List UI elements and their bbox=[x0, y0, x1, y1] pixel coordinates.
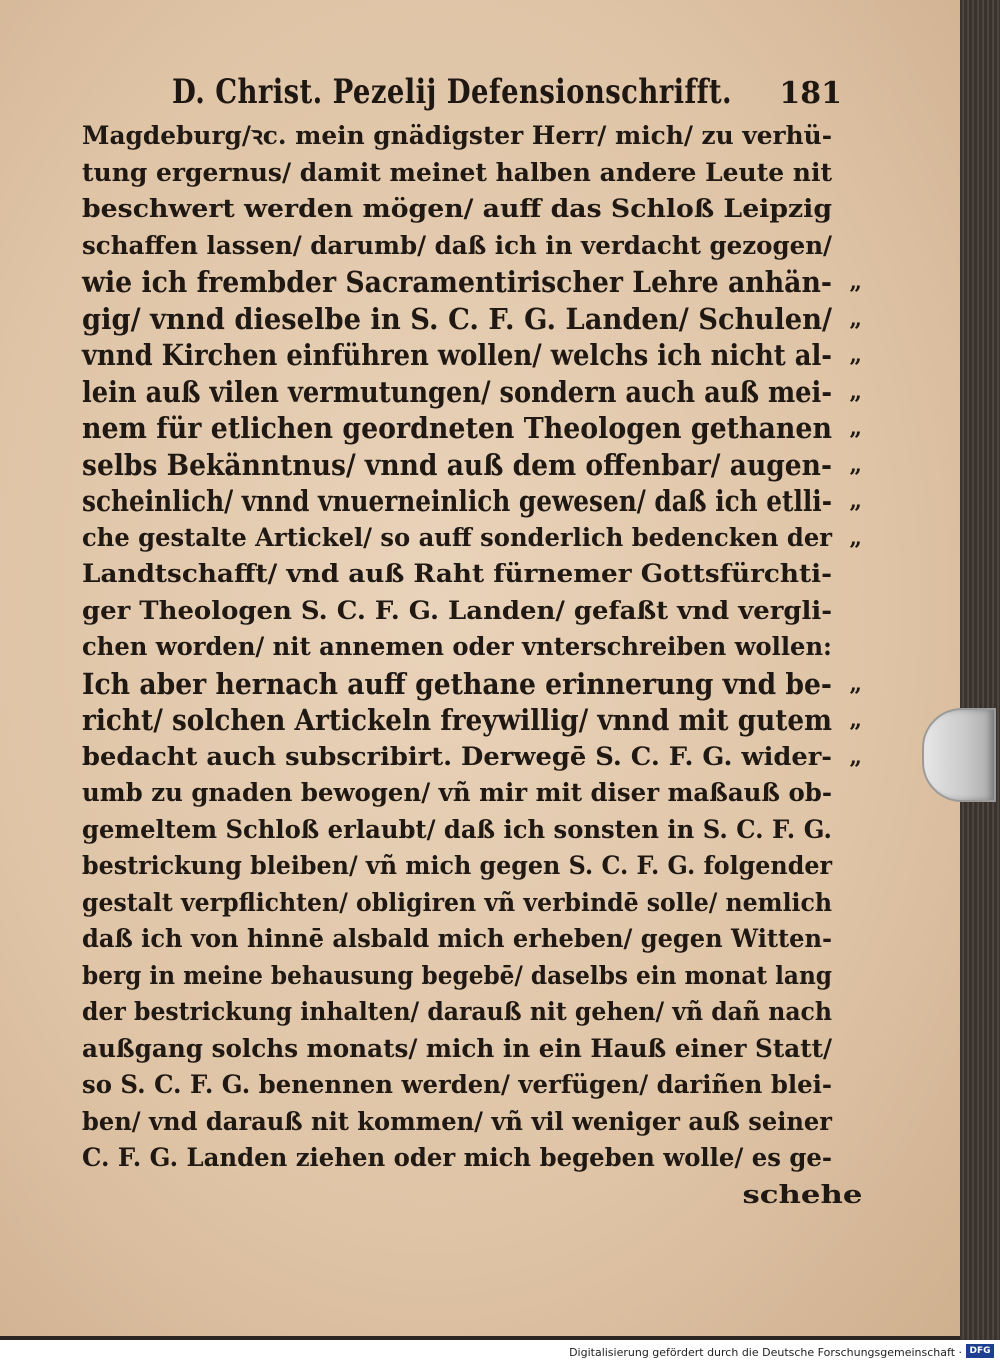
text-line: wie ich frembder Sacramentirischer Lehre anhän- „ bbox=[82, 265, 862, 299]
text-line: gig/ vnnd dieselbe in S. C. F. G. Landen/ Schulen/ „ bbox=[82, 301, 862, 336]
text-line: Magdeburg/ꝛc. mein gnädigster Herr/ mich/ zu verhü- bbox=[82, 121, 832, 150]
text-line: bedacht auch subscribirt. Derwegē S. C. F. G. wider- „ bbox=[82, 741, 862, 771]
text-line: chen worden/ nit annemen oder vnterschreiben wollen: bbox=[82, 632, 832, 661]
text-line: C. F. G. Landen ziehen oder mich begeben wolle/ es ge- bbox=[82, 1143, 832, 1172]
text-line: vnnd Kirchen einführen wollen/ welchs ich nicht al- „ bbox=[82, 338, 862, 372]
text-line: scheinlich/ vnnd vnuerneinlich gewesen/ daß ich etlli- „ bbox=[82, 484, 862, 518]
page-clip bbox=[922, 708, 996, 802]
text-line: nem für etlichen geordneten Theologen gethanen „ bbox=[82, 411, 862, 445]
running-head: D. Christ. Pezelij Defensionschrifft. bbox=[172, 72, 732, 112]
text-line: Landtschafft/ vnd auß Raht fürnemer Gottsfürchti- bbox=[82, 559, 832, 588]
catchword: schehe bbox=[742, 1179, 862, 1209]
text-line: beschwert werden mögen/ auff das Schloß Leipzig bbox=[82, 194, 832, 223]
text-line: tung ergernus/ damit meinet halben andere Leute nit bbox=[82, 157, 832, 187]
body-text bbox=[82, 118, 862, 1213]
text-line: gemeltem Schloß erlaubt/ daß ich sonsten in S. C. F. G. bbox=[82, 814, 832, 844]
dfg-logo-icon: DFG bbox=[966, 1344, 994, 1358]
text-line: berg in meine behausung begebē/ daselbs ein monat lang bbox=[82, 960, 832, 990]
text-line: außgang solchs monats/ mich in ein Hauß einer Statt/ bbox=[82, 1033, 832, 1063]
page-number: 181 bbox=[779, 76, 842, 111]
text-line: Ich aber hernach auff gethane erinnerung vnd be- „ bbox=[82, 666, 862, 701]
text-line: selbs Bekänntnus/ vnnd auß dem offenbar/ augen- „ bbox=[82, 447, 862, 482]
text-line: che gestalte Artickel/ so auff sonderlich bedencken der „ bbox=[82, 522, 862, 552]
text-line: gestalt verpflichten/ obligiren vñ verbindē solle/ nemlich bbox=[82, 887, 832, 917]
text-line: lein auß vilen vermutungen/ sondern auch auß mei- „ bbox=[82, 374, 862, 409]
page-header bbox=[172, 72, 842, 122]
text-line: der bestrickung inhalten/ darauß nit gehen/ vñ dañ nach bbox=[82, 997, 832, 1026]
text-line: so S. C. F. G. benennen werden/ verfügen/ dariñen blei- bbox=[82, 1070, 832, 1099]
text-line: schaffen lassen/ darumb/ daß ich in verdacht gezogen/ bbox=[82, 230, 832, 260]
text-line: richt/ solchen Artickeln freywillig/ vnnd mit gutem „ bbox=[82, 703, 862, 737]
book-page-edges bbox=[960, 0, 1000, 1340]
text-line: daß ich von hinnē alsbald mich erheben/ gegen Witten- bbox=[82, 924, 832, 953]
text-line: bestrickung bleiben/ vñ mich gegen S. C. F. G. folgender bbox=[82, 851, 832, 880]
digitization-footer bbox=[0, 1340, 1000, 1364]
footer-credit: Digitalisierung gefördert durch die Deutsche Forschungsgemeinschaft · bbox=[569, 1346, 962, 1359]
text-line: ben/ vnd darauß nit kommen/ vñ vil weniger auß seiner bbox=[82, 1106, 832, 1136]
text-line: umb zu gnaden bewogen/ vñ mir mit diser maßauß ob- bbox=[82, 778, 832, 807]
text-line: ger Theologen S. C. F. G. Landen/ gefaßt vnd vergli- bbox=[82, 595, 832, 625]
